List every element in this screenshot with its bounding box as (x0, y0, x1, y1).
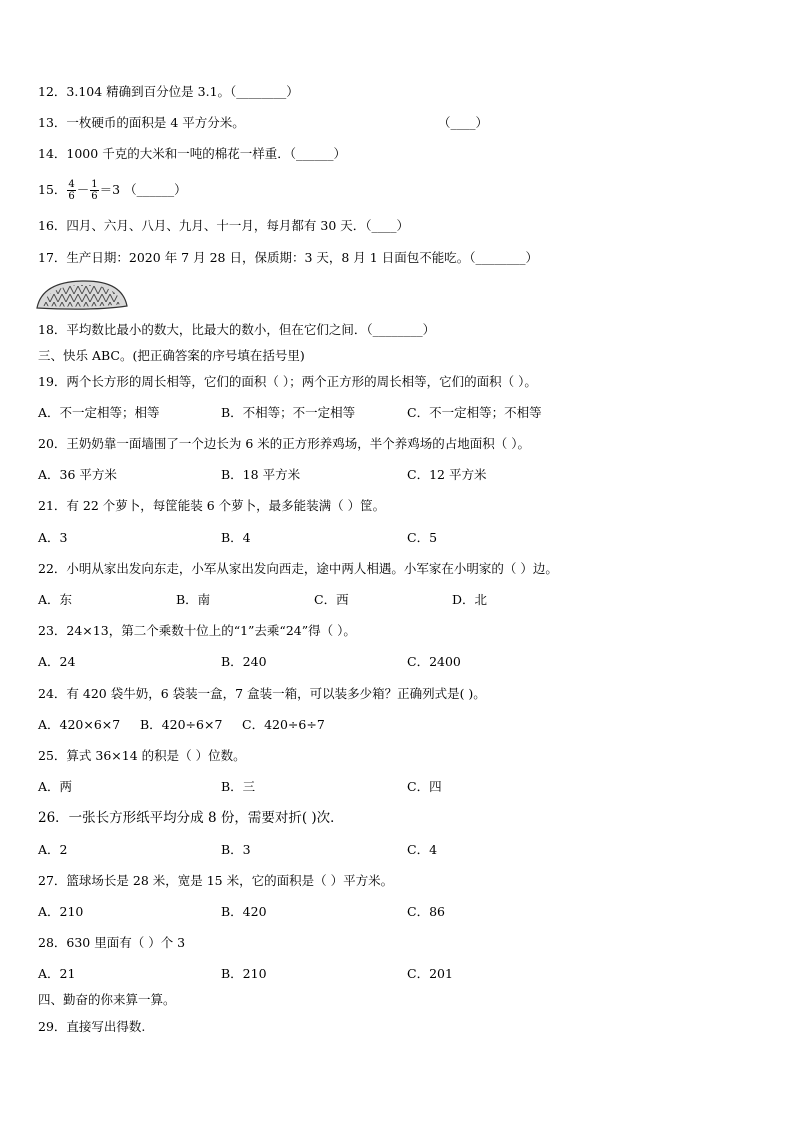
question-23-options (38, 654, 758, 670)
option-c: C．5 (407, 530, 438, 545)
question-22-options (38, 592, 758, 608)
question-19: 19．两个长方形的周长相等，它们的面积（ ）；两个正方形的周长相等，它们的面积（ ）。 (38, 374, 537, 389)
question-20: 20．王奶奶靠一面墙围了一个边长为 6 米的正方形养鸡场，半个养鸡场的占地面积（ ）。 (38, 436, 531, 451)
option-b: B．18 平方米 (221, 467, 301, 482)
option-a: A．210 (38, 904, 84, 919)
option-b: B．420 (221, 904, 267, 919)
fraction-1-6 (90, 179, 98, 202)
minus-sign: － (76, 182, 90, 197)
question-19-options (38, 405, 758, 421)
question-27-options (38, 904, 758, 920)
option-c: C．西 (314, 592, 349, 607)
question-27: 27．篮球场长是 28 米，宽是 15 米，它的面积是（ ）平方米。 (38, 873, 394, 888)
option-a: A．不一定相等；相等 (38, 405, 160, 420)
question-12: 12．3.104 精确到百分位是 3.1。（________） (38, 84, 299, 99)
question-15-suffix: ＝3 （______） (99, 182, 187, 197)
fraction-numerator: 4 (68, 179, 75, 190)
question-15 (38, 178, 187, 202)
option-b: B．三 (221, 779, 256, 794)
question-14: 14．1000 千克的大米和一吨的棉花一样重．（______） (38, 146, 346, 161)
question-17: 17．生产日期：2020 年 7 月 28 日，保质期：3 天，8 月 1 日面包不能吃。（________） (38, 250, 538, 265)
fraction-denominator: 6 (68, 191, 75, 202)
option-b: B．420÷6×7 (140, 717, 223, 732)
question-21: 21．有 22 个萝卜，每筐能装 6 个萝卜，最多能装满（ ）筐。 (38, 498, 386, 513)
option-b: B．240 (221, 654, 267, 669)
question-20-options (38, 467, 758, 483)
question-25-options (38, 779, 758, 795)
option-b: B．南 (176, 592, 211, 607)
option-a: A．36 平方米 (38, 467, 117, 482)
question-22: 22．小明从家出发向东走，小军从家出发向西走，途中两人相遇。小军家在小明家的（ ）边。 (38, 561, 558, 576)
question-26: 26．一张长方形纸平均分成 8 份，需要对折( )次． (38, 810, 344, 826)
question-26-options (38, 842, 758, 858)
option-a: A．2 (38, 842, 68, 857)
question-13-text: 13．一枚硬币的面积是 4 平方分米。 (38, 115, 245, 130)
option-a: A．东 (38, 592, 73, 607)
option-b: B．3 (221, 842, 251, 857)
option-b: B．4 (221, 530, 251, 545)
option-c: C．不一定相等；不相等 (407, 405, 542, 420)
option-c: C．2400 (407, 654, 461, 669)
option-d: D．北 (452, 592, 488, 607)
question-24: 24．有 420 袋牛奶，6 袋装一盒，7 盒装一箱，可以装多少箱？正确列式是( )。 (38, 686, 486, 701)
question-13-blank: （____） (438, 115, 489, 130)
question-28: 28．630 里面有（ ）个 3 (38, 935, 186, 950)
option-a: A．3 (38, 530, 68, 545)
fraction-numerator: 1 (91, 179, 98, 190)
option-c: C．86 (407, 904, 445, 919)
option-a: A．24 (38, 654, 76, 669)
option-b: B．不相等；不一定相等 (221, 405, 356, 420)
bread-loaf-image (34, 278, 130, 312)
option-c: C．12 平方米 (407, 467, 487, 482)
question-28-options (38, 966, 758, 982)
question-25: 25．算式 36×14 的积是（ ）位数。 (38, 748, 246, 763)
question-16: 16．四月、六月、八月、九月、十一月，每月都有 30 天．（____） (38, 218, 410, 233)
fraction-4-6 (67, 179, 75, 202)
question-15-prefix: 15． (38, 182, 67, 197)
section-4-heading: 四、勤奋的你来算一算。 (38, 992, 176, 1007)
question-29: 29．直接写出得数. (38, 1019, 146, 1034)
option-c: C．420÷6÷7 (242, 717, 325, 732)
option-a: A．21 (38, 966, 76, 981)
option-a: A．两 (38, 779, 73, 794)
question-13 (38, 115, 245, 131)
question-18: 18．平均数比最小的数大，比最大的数小，但在它们之间．（________） (38, 322, 436, 337)
fraction-denominator: 6 (91, 191, 98, 202)
option-a: A．420×6×7 (38, 717, 121, 732)
question-21-options (38, 530, 758, 546)
section-3-heading: 三、快乐 ABC。(把正确答案的序号填在括号里) (38, 348, 305, 363)
option-c: C．四 (407, 779, 442, 794)
question-23: 23．24×13，第二个乘数十位上的“1”去乘“24”得（ ）。 (38, 623, 356, 638)
option-c: C．201 (407, 966, 453, 981)
option-b: B．210 (221, 966, 267, 981)
question-24-options (38, 717, 758, 733)
option-c: C．4 (407, 842, 438, 857)
